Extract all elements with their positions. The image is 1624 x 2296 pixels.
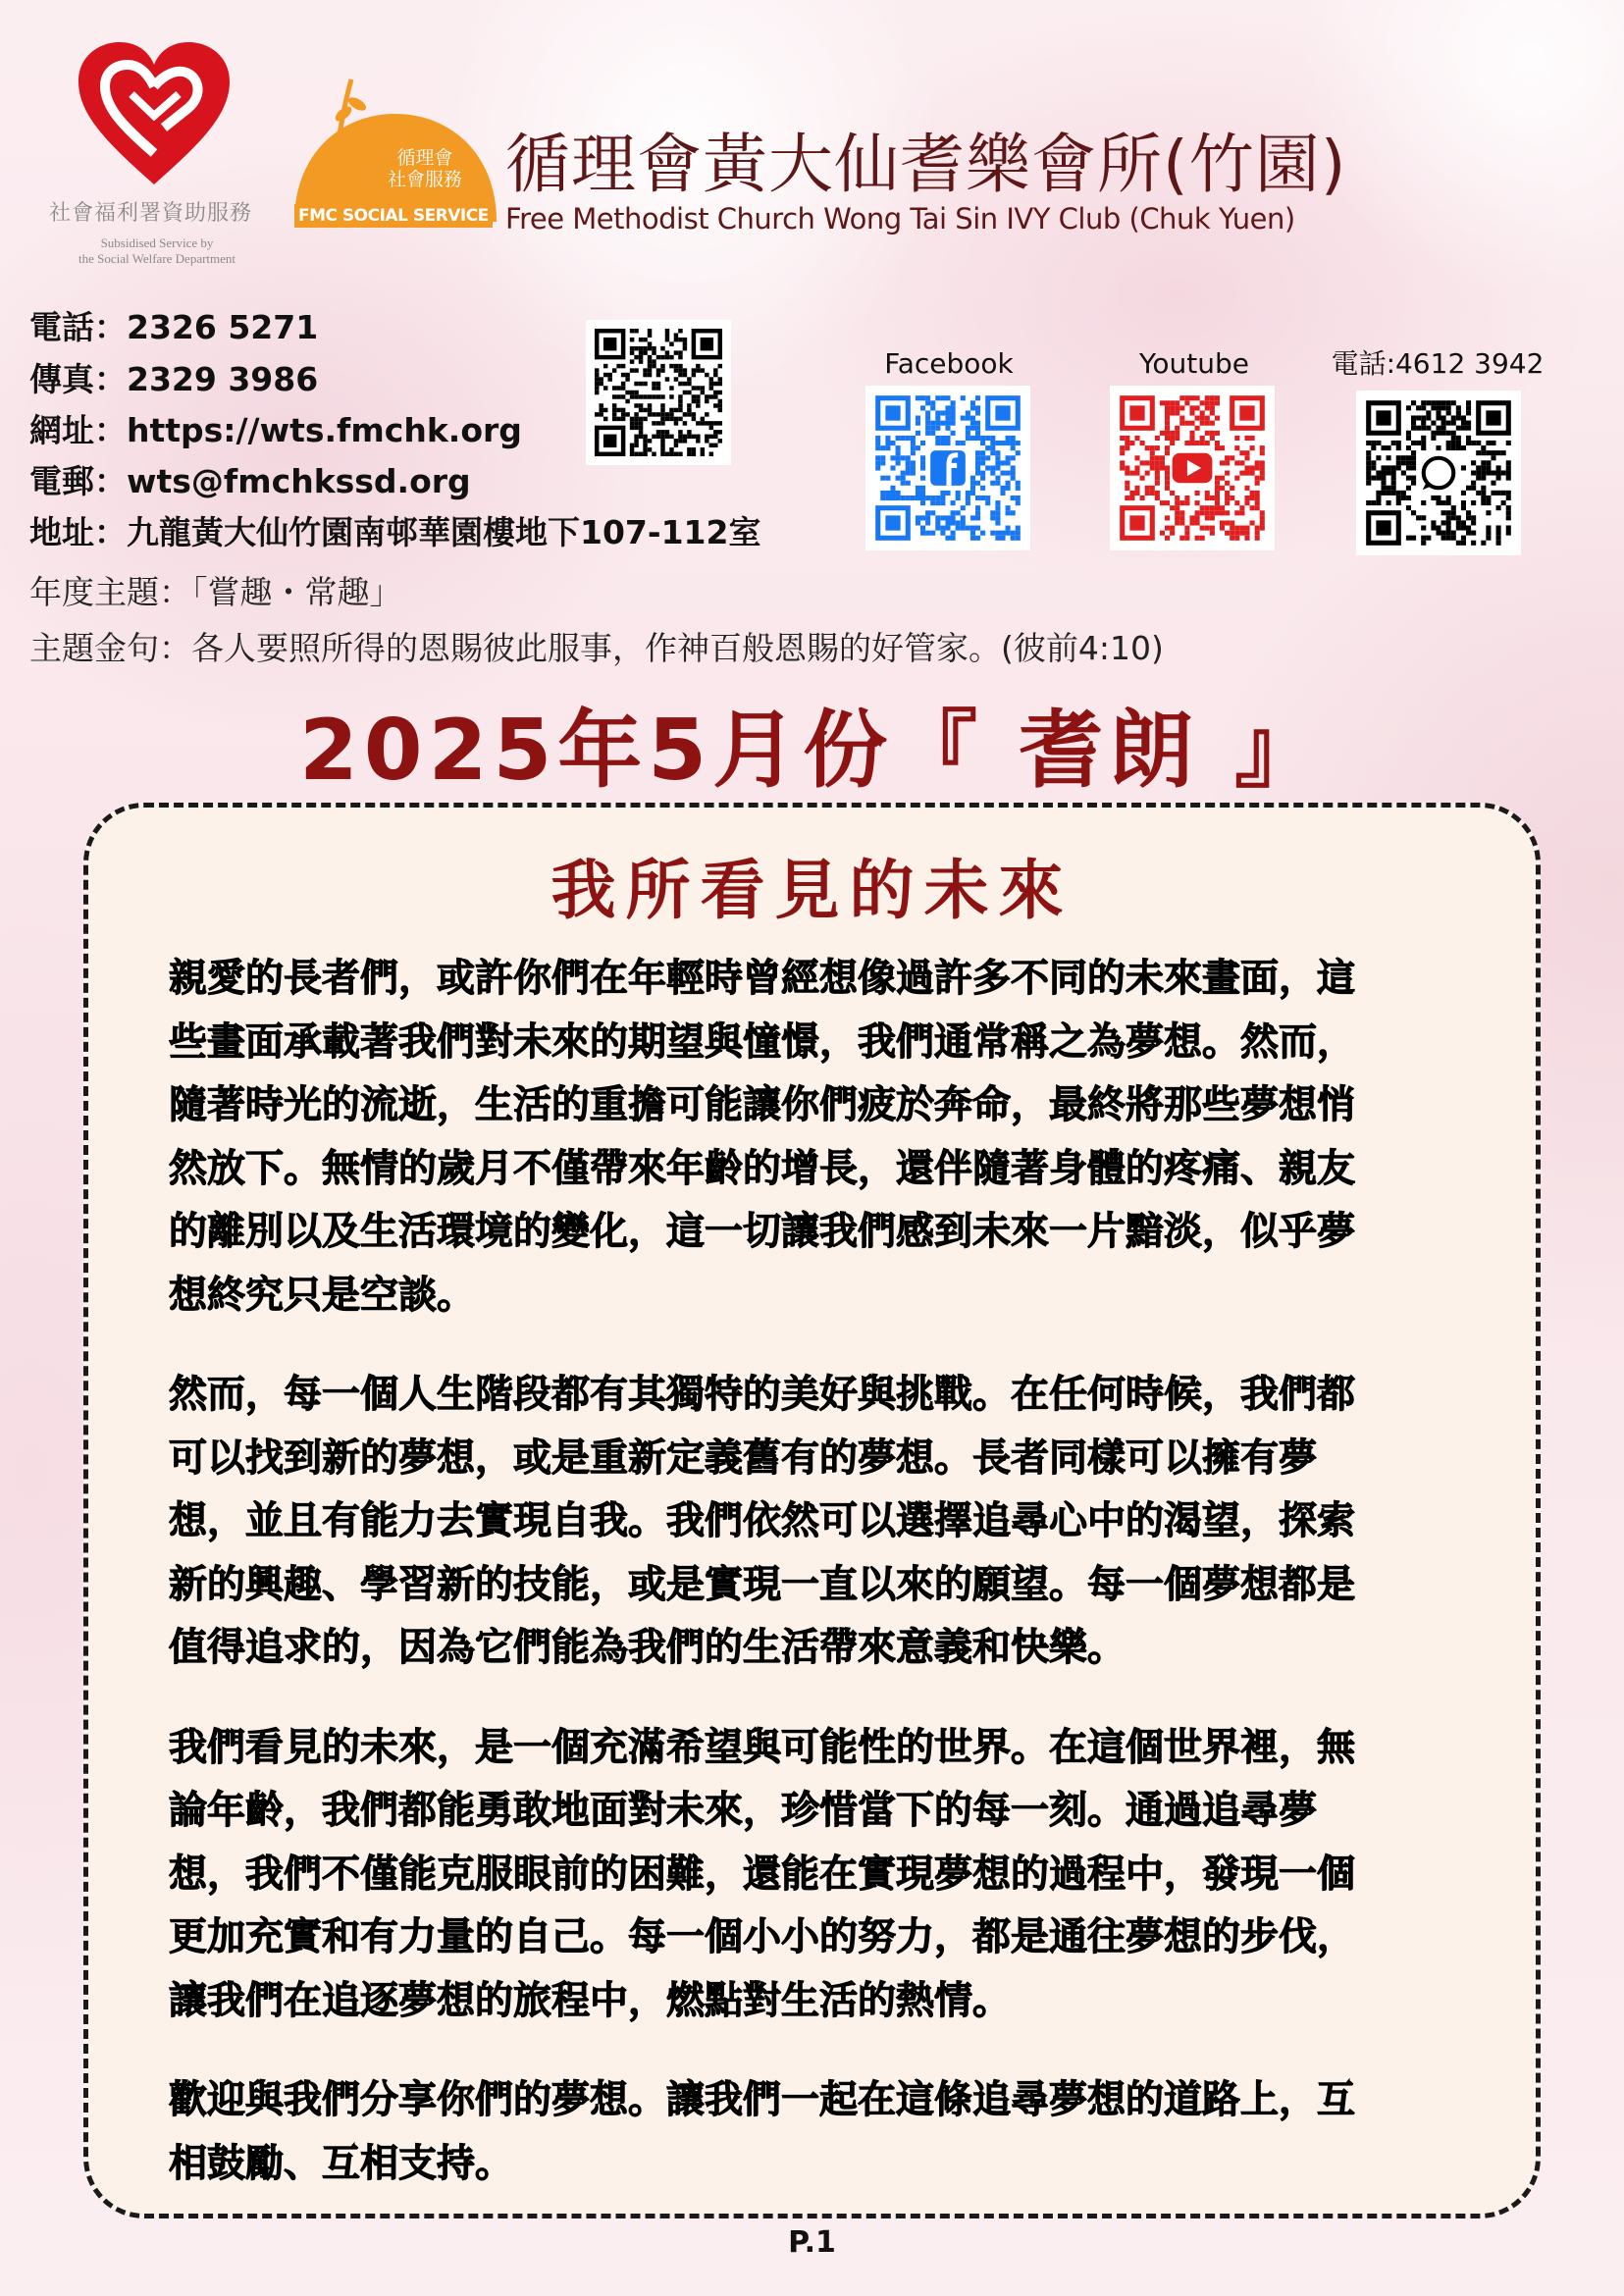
facebook-qr-label: Facebook [884,347,1014,380]
swd-logo-text-cn: 社會福利署資助服務 [49,201,253,226]
facebook-icon [930,450,966,486]
article-line: 論年齡，我們都能勇敢地面對未來，珍惜當下的每一刻。通過追尋夢 [169,1789,1318,1833]
org-name-cn: 循理會黃大仙耆樂會所(竹園) [505,127,1347,202]
youtube-qr-code[interactable] [1110,386,1275,550]
theme-verse: 主題金句：各人要照所得的恩賜彼此服事，作神百般恩賜的好管家。(彼前4:10) [29,629,1164,667]
article-paragraph [169,1364,1474,1681]
website-qr-code[interactable] [586,320,731,465]
article-line: 想終究只是空談。 [169,1273,476,1318]
youtube-qr-label: Youtube [1139,347,1249,380]
article-body [169,948,1474,2232]
youtube-icon [1173,453,1213,484]
whatsapp-qr-code[interactable] [1356,391,1521,555]
article-line: 歡迎與我們分享你們的夢想。讓我們一起在這條追尋夢想的道路上，互 [169,2078,1356,2122]
article-line: 想，並且有能力去實現自我。我們依然可以選擇追尋心中的渴望，探索 [169,1499,1356,1543]
article-line: 讓我們在追逐夢想的旅程中，燃點對生活的熱情。 [169,1978,1012,2023]
contact-website[interactable]: 網址：https://wts.fmchk.org [29,411,522,449]
article-line: 想，我們不僅能克服眼前的困難，還能在實現夢想的過程中，發現一個 [169,1852,1356,1897]
swd-logo-text-en-2: the Social Welfare Department [78,251,236,266]
article-line: 可以找到新的夢想，或是重新定義舊有的夢想。長者同樣可以擁有夢 [169,1435,1318,1481]
article-line: 然放下。無情的歲月不僅帶來年齡的增長，還伴隨著身體的疼痛、親友 [169,1146,1356,1191]
org-name-en: Free Methodist Church Wong Tai Sin IVY Club (Chuk Yuen) [505,202,1295,235]
whatsapp-qr-label: 電話:4612 3942 [1331,347,1545,380]
fmc-logo-text-cn [386,147,464,190]
annual-theme: 年度主題：「嘗趣・常趣」 [29,573,402,611]
article-line: 值得追求的，因為它們能為我們的生活帶來意義和快樂。 [169,1626,1126,1670]
contact-address: 地址：九龍黃大仙竹園南邨華園樓地下107-112室 [29,513,761,551]
article-paragraph [169,948,1474,1328]
fmc-logo-cn-1: 循理會 [396,147,453,169]
newsletter-title: 2025年5月份『 耆朗 』 [298,702,1326,800]
article-line: 親愛的長者們，或許你們在年輕時曾經想像過許多不同的未來畫面，這 [169,957,1356,1001]
article-line: 然而，每一個人生階段都有其獨特的美好與挑戰。在任何時候，我們都 [169,1373,1356,1417]
article-line: 相鼓勵、互相支持。 [169,2141,514,2186]
article-title: 我所看見的未來 [550,853,1074,928]
article-line: 更加充實和有力量的自己。每一個小小的努力，都是通往夢想的步伐， [169,1915,1356,1959]
article-line: 我們看見的未來，是一個充滿希望與可能性的世界。在這個世界裡，無 [169,1725,1356,1770]
whatsapp-icon [1423,458,1454,491]
article-paragraph [169,1717,1474,2034]
article-line: 隨著時光的流逝，生活的重擔可能讓你們疲於奔命，最終將那些夢想悄 [169,1083,1356,1127]
article-line: 些畫面承載著我們對未來的期望與憧憬，我們通常稱之為夢想。然而， [169,1019,1356,1065]
fmc-logo-text-en: FMC SOCIAL SERVICE [294,204,493,228]
swd-logo-text-en [59,235,255,267]
contact-fax: 傳真：2329 3986 [29,360,319,398]
swd-logo-text-en-1: Subsidised Service by [100,235,214,250]
article-line: 新的興趣、學習新的技能，或是實現一直以來的願望。每一個夢想都是 [169,1562,1356,1607]
article-line: 的離別以及生活環境的變化，這一切讓我們感到未來一片黯淡，似乎夢 [169,1210,1356,1254]
contact-email[interactable]: 電郵：wts@fmchkssd.org [29,462,471,500]
facebook-qr-code[interactable] [865,386,1030,550]
page-number: P.1 [788,2225,836,2260]
swd-heart-logo [71,37,237,194]
article-paragraph [169,2069,1474,2196]
contact-phone: 電話：2326 5271 [29,308,319,346]
fmc-logo-cn-2: 社會服務 [387,169,462,190]
